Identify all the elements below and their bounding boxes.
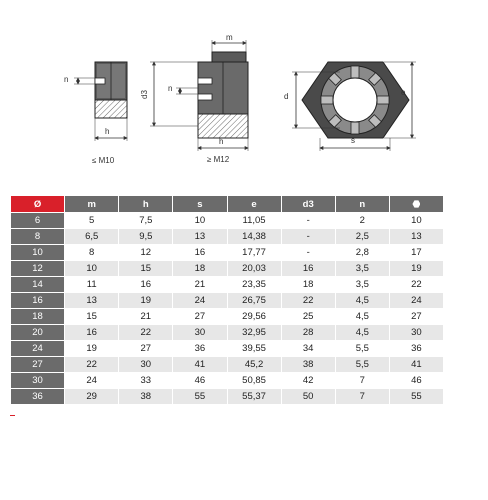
table-header-row [11,196,444,213]
table-cell: 13 [389,229,443,245]
table-cell: 22 [281,293,335,309]
table-cell: 55,37 [227,389,281,405]
hexagon-icon [412,200,420,208]
table-row [11,309,444,325]
red-dash [10,415,15,416]
top-dim-e: e [401,88,406,97]
table-cell: 15 [119,261,173,277]
table-cell: 46 [173,373,227,389]
table-row [11,373,444,389]
table-cell: 16 [173,245,227,261]
table-cell: 12 [119,245,173,261]
table-row [11,277,444,293]
table-cell: 10 [389,213,443,229]
top-dim-s: s [351,136,355,145]
table-row [11,357,444,373]
technical-drawings [0,0,488,180]
row-diameter-cell: 14 [11,277,65,293]
table-cell: 46 [389,373,443,389]
table-cell: 4,5 [335,309,389,325]
table-cell: 15 [65,309,119,325]
row-diameter-cell: 6 [11,213,65,229]
table-row [11,261,444,277]
header-hex [389,196,443,213]
table-cell: - [281,213,335,229]
table-cell: 27 [173,309,227,325]
table-row [11,245,444,261]
row-diameter-cell: 16 [11,293,65,309]
table-cell: 4,5 [335,325,389,341]
table-cell: 19 [65,341,119,357]
table-cell: 11 [65,277,119,293]
table-cell: 8 [65,245,119,261]
row-diameter-cell: 10 [11,245,65,261]
table-cell: 41 [173,357,227,373]
row-diameter-cell: 20 [11,325,65,341]
table-cell: 16 [65,325,119,341]
dimension-table [10,195,444,405]
table-cell: 50 [281,389,335,405]
table-cell: 41 [389,357,443,373]
table-cell: 26,75 [227,293,281,309]
table-cell: 25 [281,309,335,325]
large-dim-m: m [226,33,233,42]
small-nut-side-view [74,62,127,141]
row-diameter-cell: 18 [11,309,65,325]
table-row [11,341,444,357]
table-cell: 11,05 [227,213,281,229]
header-m: m [65,196,119,213]
table-row [11,389,444,405]
table-cell: 18 [281,277,335,293]
row-diameter-cell: 27 [11,357,65,373]
table-cell: 22 [119,325,173,341]
top-dim-d: d [284,92,289,101]
row-diameter-cell: 30 [11,373,65,389]
table-cell: 22 [389,277,443,293]
table-cell: 2,5 [335,229,389,245]
small-caption: ≤ M10 [92,156,115,165]
header-diameter: Ø [11,196,65,213]
table-cell: 4,5 [335,293,389,309]
table-cell: 21 [119,309,173,325]
table-cell: 39,55 [227,341,281,357]
table-cell: 32,95 [227,325,281,341]
table-cell: 30 [173,325,227,341]
large-dim-d3: d3 [139,90,149,99]
row-diameter-cell: 12 [11,261,65,277]
table-cell: 27 [389,309,443,325]
table-cell: 18 [173,261,227,277]
table-cell: - [281,245,335,261]
header-d3: d3 [281,196,335,213]
table-cell: 23,35 [227,277,281,293]
table-cell: 17 [389,245,443,261]
table-cell: 30 [389,325,443,341]
table-cell: 7 [335,389,389,405]
table-cell: 19 [119,293,173,309]
table-cell: 36 [173,341,227,357]
table-cell: - [281,229,335,245]
table-cell: 21 [173,277,227,293]
table-cell: 6,5 [65,229,119,245]
large-nut-side-view [150,40,248,151]
table-cell: 24 [65,373,119,389]
table-cell: 13 [65,293,119,309]
table-cell: 5,5 [335,341,389,357]
table-row [11,293,444,309]
table-cell: 16 [281,261,335,277]
table-cell: 13 [173,229,227,245]
table-cell: 14,38 [227,229,281,245]
table-cell: 50,85 [227,373,281,389]
table-cell: 38 [119,389,173,405]
table-cell: 16 [119,277,173,293]
row-diameter-cell: 24 [11,341,65,357]
table-cell: 2,8 [335,245,389,261]
header-n: n [335,196,389,213]
header-h: h [119,196,173,213]
header-e: e [227,196,281,213]
table-cell: 24 [389,293,443,309]
table-cell: 24 [173,293,227,309]
table-cell: 9,5 [119,229,173,245]
table-cell: 36 [389,341,443,357]
table-cell: 3,5 [335,261,389,277]
table-cell: 17,77 [227,245,281,261]
table-cell: 55 [173,389,227,405]
table-cell: 34 [281,341,335,357]
table-cell: 5 [65,213,119,229]
table-cell: 28 [281,325,335,341]
table-row [11,213,444,229]
small-dim-h: h [105,127,110,136]
table-cell: 38 [281,357,335,373]
table-cell: 10 [173,213,227,229]
table-cell: 30 [119,357,173,373]
table-cell: 10 [65,261,119,277]
large-dim-h: h [219,137,224,146]
table-cell: 7,5 [119,213,173,229]
table-cell: 7 [335,373,389,389]
table-cell: 19 [389,261,443,277]
table-row [11,229,444,245]
large-caption: ≥ M12 [207,155,230,164]
table-cell: 5,5 [335,357,389,373]
table-cell: 20,03 [227,261,281,277]
table-cell: 2 [335,213,389,229]
row-diameter-cell: 8 [11,229,65,245]
table-row [11,325,444,341]
table-cell: 42 [281,373,335,389]
table-cell: 33 [119,373,173,389]
table-cell: 22 [65,357,119,373]
table-cell: 29 [65,389,119,405]
header-s: s [173,196,227,213]
table-cell: 45,2 [227,357,281,373]
table-cell: 29,56 [227,309,281,325]
small-dim-n: n [64,75,69,84]
table-cell: 3,5 [335,277,389,293]
table-cell: 27 [119,341,173,357]
large-dim-n: n [168,84,173,93]
table-cell: 55 [389,389,443,405]
row-diameter-cell: 36 [11,389,65,405]
